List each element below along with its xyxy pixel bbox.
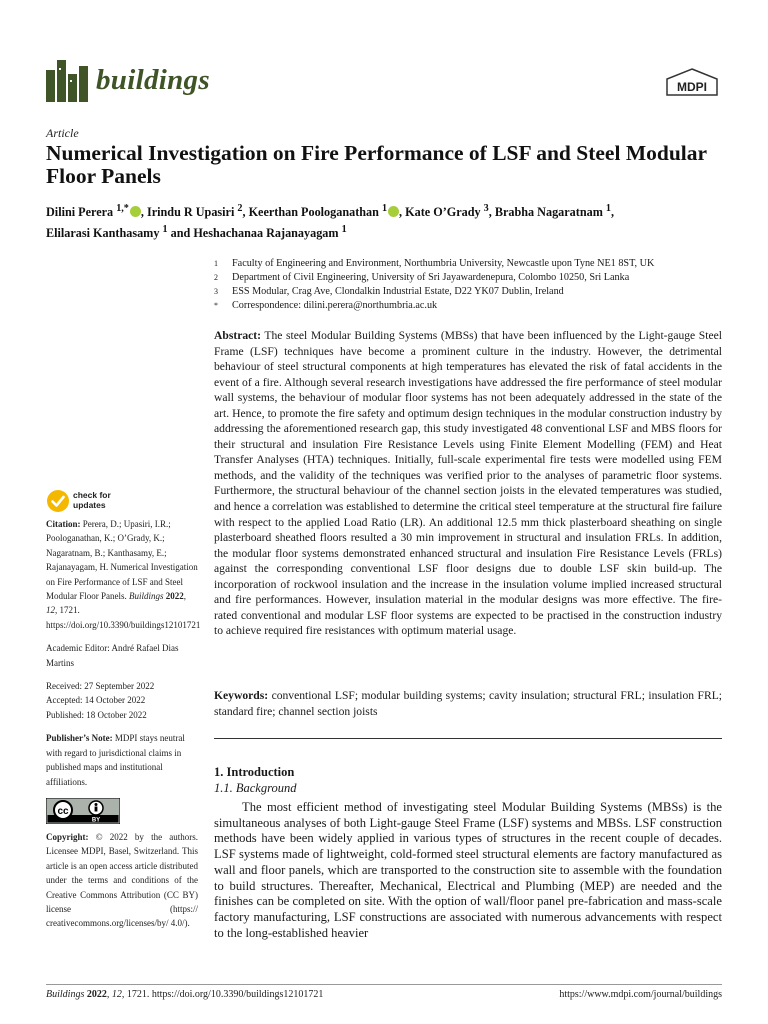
journal-name: buildings	[96, 64, 210, 96]
academic-editor: Academic Editor: André Rafael Dias Martins	[46, 643, 179, 668]
affiliation-item	[214, 285, 734, 299]
keywords-label: Keywords:	[214, 689, 269, 702]
copyright-label: Copyright:	[46, 831, 89, 842]
affiliations	[214, 257, 734, 313]
citation-journal: Buildings	[129, 591, 164, 602]
affiliation-mark: 3	[214, 287, 218, 296]
author-affiliation-mark: 1	[341, 224, 347, 236]
affiliation-text: Faculty of Engineering and Environment, Northumbria University, Newcastle upon Tyne NE1 8ST, UK	[232, 258, 655, 269]
buildings-logo-icon	[46, 60, 90, 102]
author-affiliation-mark: 1	[162, 224, 168, 236]
article-type: Article	[46, 126, 79, 140]
article-info-sidebar	[46, 517, 201, 940]
affiliation-mark: 1	[214, 259, 218, 268]
received-date: Received: 27 September 2022	[46, 681, 155, 692]
accepted-date: Accepted: 14 October 2022	[46, 695, 146, 706]
publisher-note-label: Publisher’s Note:	[46, 733, 113, 744]
section-divider	[214, 738, 722, 739]
keywords	[214, 688, 722, 719]
cc-by-text: BY	[91, 817, 101, 824]
footer-citation: Buildings 2022, 12, 1721. https://doi.org/10.3390/buildings12101721	[46, 989, 324, 1000]
citation-label: Citation:	[46, 519, 81, 529]
author-list: Dilini Perera $^{1,*}$ , Irindu R Upasiri $^2$, Keerthan Poologanathan $^1$ , Kate O’Grady $^3$, Brabha Nagaratnam $^1$, Elilarasi Kanthasamy $^1$ and Heshachanaa Rajanayagam $^1$	[46, 203, 615, 241]
author-affiliation-mark: 1,*	[116, 203, 129, 214]
author-name: Irindu R Upasiri	[146, 205, 235, 220]
affiliation-mark: 2	[214, 273, 218, 282]
cc-by-license-icon[interactable]	[46, 798, 120, 824]
publisher-name: MDPI	[677, 80, 707, 94]
publisher-note-text: MDPI stays neutral with regard to jurisdictional claims in published maps and institutional affiliations.	[46, 733, 185, 787]
author-name: Dilini Perera	[46, 205, 114, 220]
citation-text: Perera, D.; Upasiri, I.R.; Poologanathan, K.; O’Grady, K.; Nagaratnam, B.; Kanthasamy, E.; Rajanayagam, H. Numerical Investigation on Fire Performance of LSF and Steel Modular Floor Panels.	[46, 519, 198, 602]
author-name: Brabha Nagaratnam	[494, 205, 603, 220]
citation-doi-link[interactable]: , 1721. https://doi.org/10.3390/buildings12101721	[46, 605, 201, 630]
citation-year: 2022	[165, 591, 184, 602]
abstract-label: Abstract:	[214, 329, 262, 342]
footer-journal: Buildings	[46, 989, 85, 1000]
author-name: Elilarasi Kanthasamy	[46, 226, 160, 241]
author-affiliation-mark: 1	[605, 203, 611, 214]
copyright-block	[46, 830, 198, 931]
author-affiliation-mark: 3	[483, 203, 489, 214]
author-affiliation-mark: 2	[237, 203, 243, 214]
orcid-icon[interactable]	[130, 206, 141, 217]
abstract	[214, 328, 722, 639]
check-updates-icon	[46, 489, 70, 513]
affiliation-text: ESS Modular, Crag Ave, Clondalkin Industrial Estate, D22 YK07 Dublin, Ireland	[232, 286, 564, 297]
orcid-icon[interactable]	[388, 206, 399, 217]
affiliation-item	[214, 271, 734, 285]
citation-volume: 12	[46, 605, 55, 616]
body-paragraph: The most efficient method of investigating steel Modular Building Systems (MBSs) is the simultaneous analyses of both Light-gauge Steel Frame (LSF) systems and MBSs. LSF construction methods have been widely applied in various types of structures in the recent couple of decades. LSF systems made of lightweight, cold-formed steel structural elements are factory manufactured as wall and floor panels, which are transported to the construction site to assemble with the foundation to build structures. Thereafter, Mechanical, Electrical and Plumbing (MEP) are needed and the finishes can be completed on site. With the option of wall/floor panel pre-fabrication and mass-scale factory manufacturing, LSF constructions are associated with numerous advancements with respect to the long-established heavier	[214, 800, 722, 940]
affiliation-mark: *	[214, 301, 218, 310]
check-updates-line1: check for	[73, 490, 111, 500]
mdpi-logo-icon	[664, 68, 720, 98]
affiliation-item	[214, 257, 734, 271]
abstract-text: The steel Modular Building Systems (MBSs) that have been influenced by the Light-gauge Steel Frame (LSF) techniques have become a prominent culture in the industry. However, the detrimental behaviour of steel structural components at high temperatures has elevated the risk of fatal accidents in the event of a fire. Although several research investigations have addressed the fire performance of steel modular wall systems, the behaviour of modular floor systems has not been adequately addressed in the state of the art. Hence, to promote the fire safety and optimum design techniques in the modular construction industry by addressing the aforementioned research gap, this study investigated 48 conventional LSF and MBS floors for their structural and insulation Fire Resistance Levels using Finite Element Modelling (FEM) and Heat Transfer Analyses (HTA) techniques. Initially, full-scale experimental fire tests were modelled using FEM methods, and the validity of the techniques was verified prior to the analyses of parametric floor systems. Furthermore, the structural behaviour of the channel section joists in the elevated temperatures was studied, and hence a correlation was established to determine the critical steel temperature at the structural fire failure with respect to the applied Load Ratio (LR). An additional 12.5 mm thick plasterboard sheathing on single plasterboard sheathed floors resulted a 30 min improvement in structural and insulation FRLs. In addition, the modular floor systems demonstrated enhanced structural and insulation Fire Resistance Levels (FRLs) against the corresponding conventional LSF floor designs due to double LSF skin build-up. The incorporation of rockwool insulation and the increase in the insulation volume implied increased structural and fire performances. However, insulation material in the modular designs was more effective. The fire-rated conventional and modular LSF floor systems are expected to be practised in the construction industry to achieve required fire resistances with optimum material usage.	[214, 329, 722, 638]
footer-doi-link[interactable]: , 1721. https://doi.org/10.3390/buildings12101721	[121, 989, 324, 1000]
footer-divider	[46, 984, 722, 985]
footer-journal-url[interactable]: https://www.mdpi.com/journal/buildings	[559, 989, 722, 1000]
footer-volume: 12	[111, 989, 122, 1000]
svg-text:cc: cc	[57, 805, 69, 817]
author-name: Kate O’Grady	[405, 205, 481, 220]
correspondence-text[interactable]: Correspondence: dilini.perera@northumbria.ac.uk	[232, 300, 438, 311]
check-for-updates-badge[interactable]	[46, 489, 126, 515]
author-name: Heshachanaa Rajanayagam	[193, 226, 339, 241]
affiliation-text: Department of Civil Engineering, University of Sri Jayawardenepura, Colombo 10250, Sri Lanka	[232, 272, 630, 283]
copyright-text: © 2022 by the authors. Licensee MDPI, Basel, Switzerland. This article is an open access article distributed under the terms and conditions of the Creative Commons Attribution (CC BY) license (https:// creativecommons.org/licenses/by/ 4.0/).	[46, 831, 199, 929]
publisher-note	[46, 731, 198, 789]
dates-block	[46, 679, 198, 722]
author-affiliation-mark: 1	[381, 203, 388, 214]
affiliation-item	[214, 299, 734, 313]
subsection-heading: 1.1. Background	[214, 781, 297, 795]
footer-year: 2022	[86, 989, 107, 1000]
keywords-text: conventional LSF; modular building systems; cavity insulation; structural FRL; insulation FRL; standard fire; channel section joists	[214, 689, 723, 718]
published-date: Published: 18 October 2022	[46, 709, 147, 720]
author-name: Keerthan Poologanathan	[248, 205, 379, 220]
article-title: Numerical Investigation on Fire Performance of LSF and Steel Modular Floor Panels	[46, 141, 707, 188]
check-updates-line2: updates	[73, 499, 106, 510]
citation-block: Citation: Perera, D.; Upasiri, I.R.; Poologanathan, K.; O’Grady, K.; Nagaratnam, B.; Kanthasamy, E.; Rajanayagam, H. Numerical Investigation on Fire Performance of LSF and Steel Modular Floor Panels. Buildings 2022, 12, 1721. https://doi.org/10.3390/buildings12101721	[46, 519, 201, 630]
section-heading: 1. Introduction	[214, 765, 295, 779]
